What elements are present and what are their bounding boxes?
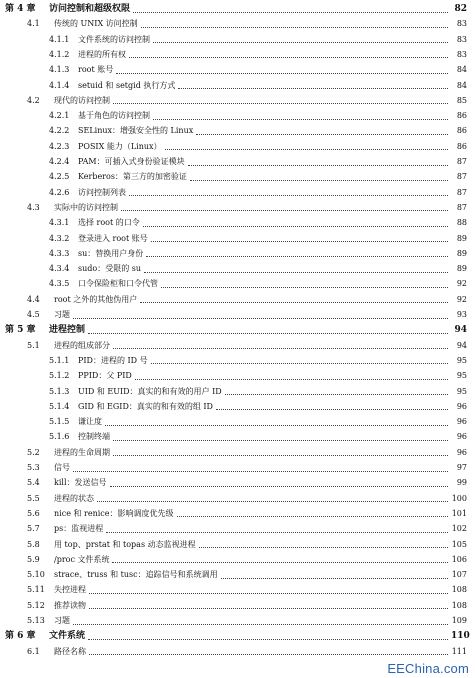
toc-entry-chapter[interactable] <box>0 2 475 16</box>
toc-entry-section[interactable] <box>0 614 475 628</box>
dot-leader <box>188 165 448 166</box>
watermark-text: EEChina.com <box>387 661 469 676</box>
toc-entry-sub[interactable] <box>0 430 475 444</box>
toc-entry-page: 87 <box>456 202 467 212</box>
dot-leader <box>97 501 448 502</box>
dot-leader <box>105 425 448 426</box>
dot-leader <box>88 333 448 334</box>
toc-entry-number: 4.5 <box>27 310 40 319</box>
dot-leader <box>153 42 448 43</box>
toc-entry-page: 96 <box>456 417 467 427</box>
dot-leader <box>225 394 448 395</box>
toc-entry-title: 访问控制列表 <box>78 187 126 197</box>
dot-leader <box>121 210 448 211</box>
toc-entry-number: 4.2.1 <box>49 111 70 121</box>
toc-entry-number: 5.6 <box>27 508 40 518</box>
toc-entry-section[interactable] <box>0 17 475 31</box>
toc-entry-number: 5.11 <box>27 585 45 595</box>
toc-entry-title: 进程的状态 <box>54 493 94 503</box>
toc-entry-sub[interactable] <box>0 33 475 47</box>
dot-leader <box>112 562 448 563</box>
toc-entry-number: 5.13 <box>27 616 45 625</box>
toc-entry-title: POSIX 能力（Linux） <box>78 141 162 151</box>
toc-entry-page: 95 <box>456 386 467 396</box>
toc-entry-page: 89 <box>456 248 467 258</box>
toc-entry-title: root 账号 <box>78 65 114 75</box>
toc-entry-title: PAM：可插入式身份验证模块 <box>78 157 185 166</box>
dot-leader <box>73 318 448 319</box>
dot-leader <box>89 608 448 609</box>
toc-entry-number: 4.2.2 <box>49 126 70 136</box>
dot-leader <box>144 272 448 273</box>
toc-entry-page: 96 <box>456 401 467 411</box>
toc-entry-page: 88 <box>456 218 467 228</box>
toc-entry-page: 83 <box>456 34 467 44</box>
dot-leader <box>199 547 448 548</box>
dot-leader <box>135 379 448 380</box>
toc-entry-title: 失控进程 <box>54 585 86 595</box>
toc-entry-title: 推荐读物 <box>54 600 86 610</box>
toc-entry-title: 文件系统的访问控制 <box>78 34 150 44</box>
toc-entry-page: 108 <box>451 585 467 595</box>
toc-entry-number: 5.3 <box>27 463 40 472</box>
toc-entry-page: 92 <box>456 294 467 304</box>
toc-entry-page: 92 <box>456 279 467 289</box>
toc-entry-section[interactable] <box>0 339 475 353</box>
dot-leader <box>161 287 448 288</box>
toc-entry-sub[interactable] <box>0 79 475 93</box>
toc-entry-page: 102 <box>451 524 467 534</box>
toc-entry-number: 5.10 <box>27 570 45 580</box>
toc-entry-title: 访问控制和超级权限 <box>49 4 131 14</box>
dot-leader <box>165 149 448 150</box>
toc-entry-section[interactable] <box>0 476 475 490</box>
toc-entry-page: 83 <box>456 19 467 29</box>
toc-entry-sub[interactable] <box>0 277 475 291</box>
toc-entry-number: 4.2 <box>27 95 40 105</box>
toc-entry-number: 5.1.2 <box>49 371 70 381</box>
toc-entry-title: 信号 <box>54 463 70 472</box>
toc-entry-section[interactable] <box>0 522 475 536</box>
toc-entry-page: 101 <box>451 508 467 518</box>
toc-entry-page: 83 <box>456 49 467 59</box>
toc-entry-number: 5.1 <box>27 340 40 350</box>
toc-entry-page: 95 <box>456 371 467 381</box>
dot-leader <box>151 363 448 364</box>
dot-leader <box>143 226 448 227</box>
dot-leader <box>113 455 448 456</box>
toc-entry-sub[interactable] <box>0 140 475 154</box>
toc-entry-number: 4.3.3 <box>49 248 70 258</box>
toc-entry-page: 100 <box>451 493 467 503</box>
dot-leader <box>221 578 448 579</box>
toc-entry-title: sudo：受限的 su <box>78 264 141 274</box>
toc-entry-number: 4.2.3 <box>49 141 70 151</box>
toc-entry-page: 89 <box>456 264 467 274</box>
dot-leader <box>141 27 448 28</box>
toc-entry-number: 5.5 <box>27 493 40 503</box>
dot-leader <box>196 134 448 135</box>
toc-entry-title: 用 top、prstat 和 topas 动态监视进程 <box>54 539 196 549</box>
toc-entry-title: 进程的组成部分 <box>54 340 110 350</box>
toc-entry-sub[interactable] <box>0 170 475 184</box>
toc-entry-title: 口令保险柜和口令代管 <box>78 279 158 289</box>
toc-entry-title: UID 和 EUID：真实的和有效的用户 ID <box>78 386 222 396</box>
toc-entry-title: 进程控制 <box>49 325 86 336</box>
toc-entry-number: 5.1.5 <box>49 417 70 427</box>
dot-leader <box>73 471 448 472</box>
toc-entry-number: 5.1.1 <box>49 355 70 365</box>
toc-entry-number: 4.3.4 <box>49 264 70 274</box>
toc-entry-number: 4.2.4 <box>49 157 70 166</box>
toc-entry-title: 控制终端 <box>78 432 110 442</box>
toc-entry-sub[interactable] <box>0 400 475 414</box>
toc-entry-sub[interactable] <box>0 415 475 429</box>
toc-entry-page: 84 <box>456 65 467 75</box>
toc-entry-section[interactable] <box>0 599 475 613</box>
dot-leader <box>89 654 448 655</box>
toc-entry-section[interactable] <box>0 568 475 582</box>
toc-entry-title: /proc 文件系统 <box>54 554 110 564</box>
toc-entry-title: nice 和 renice：影响调度优先级 <box>54 508 174 518</box>
toc-entry-number: 4.3 <box>27 202 40 212</box>
toc-entry-section[interactable] <box>0 538 475 552</box>
toc-entry-chapter[interactable] <box>0 323 475 337</box>
dot-leader <box>113 348 448 349</box>
toc-entry-page: 94 <box>454 325 467 336</box>
toc-entry-page: 108 <box>451 600 467 610</box>
dot-leader <box>178 88 448 89</box>
toc-entry-sub[interactable] <box>0 216 475 230</box>
toc-entry-number: 5.8 <box>27 539 40 549</box>
dot-leader <box>116 73 448 74</box>
toc-entry-number: 6.1 <box>27 646 40 656</box>
toc-entry-page: 97 <box>456 463 467 472</box>
toc-entry-number: 第 4 章 <box>5 4 36 14</box>
toc-entry-title: 现代的访问控制 <box>54 95 110 105</box>
toc-entry-title: 进程的所有权 <box>78 49 126 59</box>
toc-entry-title: ps：监视进程 <box>54 524 104 534</box>
dot-leader <box>190 180 448 181</box>
toc-entry-number: 4.4 <box>27 294 40 304</box>
toc-entry-number: 4.3.2 <box>49 233 70 243</box>
toc-entry-sub[interactable] <box>0 186 475 200</box>
toc-entry-chapter[interactable] <box>0 629 475 643</box>
toc-entry-page: 86 <box>456 111 467 121</box>
dot-leader <box>113 103 448 104</box>
toc-entry-number: 4.2.5 <box>49 172 70 182</box>
toc-entry-number: 5.2 <box>27 447 40 457</box>
toc-entry-title: kill：发送信号 <box>54 478 107 488</box>
dot-leader <box>88 639 448 640</box>
toc-entry-page: 87 <box>456 187 467 197</box>
toc-entry-page: 107 <box>451 570 467 580</box>
toc-entry-sub[interactable] <box>0 385 475 399</box>
toc-entry-page: 96 <box>456 447 467 457</box>
toc-entry-page: 87 <box>456 157 467 166</box>
dot-leader <box>89 593 448 594</box>
toc-entry-number: 5.7 <box>27 524 40 534</box>
toc-entry-section[interactable] <box>0 645 475 659</box>
dot-leader <box>110 486 448 487</box>
toc-entry-section[interactable] <box>0 201 475 215</box>
toc-entry-title: root 之外的其他伪用户 <box>54 294 138 304</box>
dot-leader <box>151 241 448 242</box>
toc-entry-title: 文件系统 <box>49 631 86 642</box>
toc-entry-number: 5.1.4 <box>49 401 70 411</box>
toc-entry-sub[interactable] <box>0 124 475 138</box>
toc-entry-number: 5.12 <box>27 600 45 610</box>
dot-leader <box>146 256 448 257</box>
toc-entry-page: 86 <box>456 141 467 151</box>
toc-entry-section[interactable] <box>0 94 475 108</box>
toc-entry-page: 84 <box>456 80 467 90</box>
dot-leader <box>129 57 448 58</box>
toc-entry-section[interactable] <box>0 308 475 322</box>
toc-entry-sub[interactable] <box>0 247 475 261</box>
toc-entry-page: 94 <box>456 340 467 350</box>
toc-entry-number: 5.1.6 <box>49 432 70 442</box>
toc-entry-title: setuid 和 setgid 执行方式 <box>78 80 176 90</box>
toc-entry-page: 109 <box>451 616 467 625</box>
toc-entry-page: 95 <box>456 355 467 365</box>
toc-entry-sub[interactable] <box>0 354 475 368</box>
toc-entry-page: 111 <box>451 646 467 656</box>
toc-entry-number: 4.2.6 <box>49 187 70 197</box>
toc-entry-section[interactable] <box>0 553 475 567</box>
toc-entry-title: 路径名称 <box>54 646 86 656</box>
toc-entry-title: 实际中的访问控制 <box>54 202 118 212</box>
toc-entry-number: 4.1.1 <box>49 34 70 44</box>
toc-entry-sub[interactable] <box>0 262 475 276</box>
toc-entry-page: 105 <box>451 539 467 549</box>
dot-leader <box>129 195 448 196</box>
toc-entry-sub[interactable] <box>0 232 475 246</box>
toc-entry-title: 基于角色的访问控制 <box>78 111 150 121</box>
dot-leader <box>113 440 448 441</box>
toc-entry-title: PID：进程的 ID 号 <box>78 355 148 365</box>
toc-entry-title: 习题 <box>54 310 70 319</box>
toc-entry-section[interactable] <box>0 461 475 475</box>
toc-entry-page: 86 <box>456 126 467 136</box>
toc-entry-number: 5.4 <box>27 478 40 488</box>
toc-entry-number: 4.1.2 <box>49 49 70 59</box>
toc-entry-sub[interactable] <box>0 63 475 77</box>
toc-entry-number: 4.3.5 <box>49 279 70 289</box>
toc-entry-title: SELinux：增强安全性的 Linux <box>78 126 194 136</box>
toc-entry-title: su：替换用户身份 <box>78 248 144 258</box>
toc-entry-page: 106 <box>451 554 467 564</box>
toc-entry-number: 第 5 章 <box>5 325 36 336</box>
toc-entry-number: 第 6 章 <box>5 631 36 642</box>
toc-entry-page: 87 <box>456 172 467 182</box>
toc-entry-title: 传统的 UNIX 访问控制 <box>54 19 138 29</box>
toc-entry-sub[interactable] <box>0 369 475 383</box>
toc-entry-page: 85 <box>456 95 467 105</box>
dot-leader <box>216 409 448 410</box>
toc-entry-number: 5.9 <box>27 554 40 564</box>
toc-entry-sub[interactable] <box>0 109 475 123</box>
toc-entry-title: Kerberos：第三方的加密验证 <box>78 172 187 182</box>
dot-leader <box>140 302 448 303</box>
toc-entry-title: 谦让度 <box>78 417 102 427</box>
toc-entry-section[interactable] <box>0 293 475 307</box>
toc-entry-section[interactable] <box>0 583 475 597</box>
toc-entry-number: 4.1 <box>27 19 40 29</box>
toc-entry-title: strace、truss 和 tusc：追踪信号和系统调用 <box>54 570 218 580</box>
toc-entry-page: 99 <box>456 478 467 488</box>
dot-leader <box>133 12 448 13</box>
dot-leader <box>106 532 448 533</box>
toc-entry-page: 93 <box>456 310 467 319</box>
toc-entry-section[interactable] <box>0 492 475 506</box>
toc-entry-title: 习题 <box>54 616 70 625</box>
toc-entry-page: 110 <box>451 631 470 642</box>
toc-entry-sub[interactable] <box>0 155 475 169</box>
toc-entry-page: 82 <box>454 4 467 14</box>
toc-entry-section[interactable] <box>0 446 475 460</box>
toc-entry-number: 4.3.1 <box>49 218 70 228</box>
toc-entry-title: 登录进入 root 账号 <box>78 233 148 243</box>
toc-entry-number: 4.1.4 <box>49 80 70 90</box>
toc-entry-title: GID 和 EGID：真实的和有效的组 ID <box>78 401 213 411</box>
toc-entry-sub[interactable] <box>0 48 475 62</box>
toc-entry-title: PPID：父 PID <box>78 371 132 381</box>
dot-leader <box>177 516 449 517</box>
toc-entry-number: 4.1.3 <box>49 65 70 75</box>
dot-leader <box>153 119 448 120</box>
toc-entry-page: 96 <box>456 432 467 442</box>
toc-entry-page: 89 <box>456 233 467 243</box>
toc-entry-section[interactable] <box>0 507 475 521</box>
toc-entry-title: 选择 root 的口令 <box>78 218 140 228</box>
toc-entry-number: 5.1.3 <box>49 386 70 396</box>
toc-entry-title: 进程的生命周期 <box>54 447 110 457</box>
dot-leader <box>73 624 448 625</box>
